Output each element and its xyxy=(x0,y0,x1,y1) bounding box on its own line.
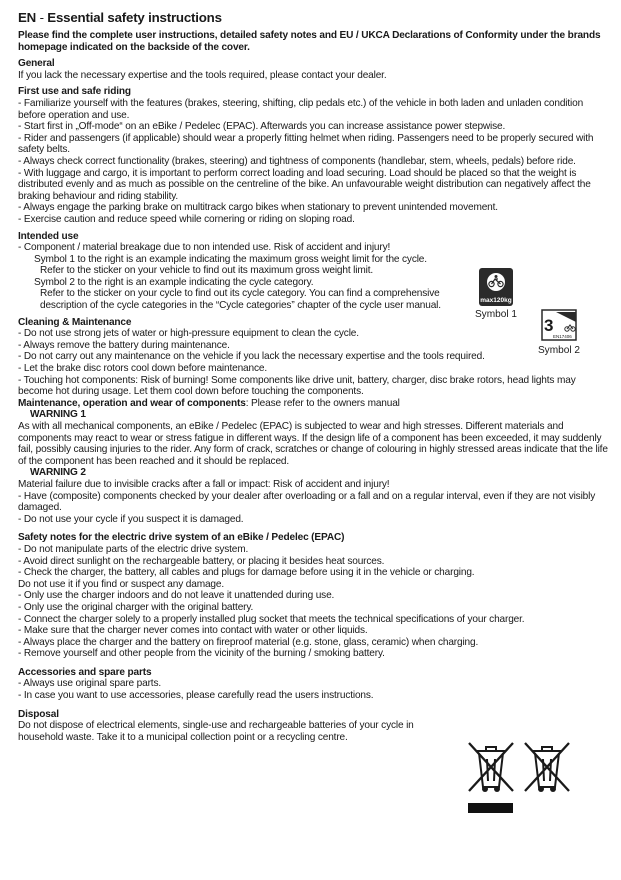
warning2-heading: WARNING 2 xyxy=(30,467,86,479)
weee-bin-icon xyxy=(521,739,573,800)
disposal-heading: Disposal xyxy=(18,708,59,720)
weight-limit-icon xyxy=(479,268,513,306)
list-item: - Do not carry out any maintenance on the vehicle if you lack the necessary expertise and the tools required. xyxy=(18,351,485,363)
list-item: - Only use the charger indoors and do not leave it unattended during use. xyxy=(18,590,335,602)
list-item: - Always place the charger and the battery on fireproof material (e.g. stone, glass, ceramic) when charging. xyxy=(18,636,479,648)
language-code: EN xyxy=(18,10,37,25)
list-item: - Always engage the parking brake on multitrack cargo bikes when stationary to prevent unintended movement. xyxy=(18,202,498,214)
title-separator: - xyxy=(36,10,48,25)
maintenance-line xyxy=(18,398,610,410)
disposal-text: Do not dispose of electrical elements, single-use and rechargeable batteries of your cycle in household waste. Take it to a municipal collection point or a recycling centre. xyxy=(18,720,414,743)
list-item: - Always use original spare parts. xyxy=(18,678,162,690)
list-item: - With luggage and cargo, it is important to perform correct loading and load securing. Load should be placed so that the weight is distributed evenly and as much as possible on the centreline of the bike. An unfavourable weight distribution can negatively affect the braking behaviour and riding stability. xyxy=(18,167,591,202)
list-item: - Make sure that the charger never comes into contact with water or other liquids. xyxy=(18,625,368,637)
list-item: - Rider and passengers (if applicable) should wear a properly fitting helmet when riding. Passengers need to be properly secured with safety belts. xyxy=(18,132,594,156)
warning1-heading: WARNING 1 xyxy=(30,409,86,421)
list-item: - Always check correct functionality (brakes, steering) and tightness of components (handlebar, stem, wheels, pedals) before ride. xyxy=(18,155,576,167)
weee-bar xyxy=(468,803,513,813)
symbol1-badge: max120kg xyxy=(480,297,512,304)
symbol2-number: 3 xyxy=(544,316,554,335)
general-heading: General xyxy=(18,58,55,70)
list-item: - Do not use strong jets of water or high-pressure equipment to clean the cycle. xyxy=(18,328,359,340)
electric-heading: Safety notes for the electric drive system of an eBike / Pedelec (EPAC) xyxy=(18,532,345,544)
accessories-heading: Accessories and spare parts xyxy=(18,666,152,678)
symbol2-label: Symbol 2 xyxy=(537,345,581,356)
list-item: - Remove yourself and other people from the vicinity of the burning / smoking battery. xyxy=(18,648,385,660)
symbol2-badge: EN17406 xyxy=(553,334,572,339)
list-item: - Let the brake disc rotors cool down before maintenance. xyxy=(18,363,267,375)
warning1-text: As with all mechanical components, an eBike / Pedelec (EPAC) is subjected to wear and high stresses. Different materials and components may react to wear or stress fatigue in different ways. If the design life of a component has been exceeded, it may suddenly fail, possibly causing injuries to the rider. Any form of crack, scratches or change of colouring in highly stressed areas indicate that the life of the component has been reached and it should be replaced. xyxy=(18,421,608,467)
symbol1-description: Symbol 1 to the right is an example indicating the maximum gross weight limit for the cycle. xyxy=(34,253,427,265)
symbol1-label: Symbol 1 xyxy=(474,309,518,320)
list-item: - Touching hot components: Risk of burning! Some components like drive unit, battery, charger, disc brake rotors, head lights may become hot during usage. Let them cool down before touching the components. xyxy=(18,374,576,398)
cleaning-heading: Cleaning & Maintenance xyxy=(18,316,132,328)
safety-document xyxy=(18,10,610,743)
list-item: - Have (composite) components checked by your dealer after overloading or a fall and on a regular interval, even if they are not visibly damaged. xyxy=(18,490,596,514)
list-item: - Connect the charger solely to a properly installed plug socket that meets the technical specifications of your charger. xyxy=(18,613,525,625)
first-use-heading: First use and safe riding xyxy=(18,86,131,98)
list-item: - Always remove the battery during maintenance. xyxy=(18,339,230,351)
list-item: - Only use the original charger with the original battery. xyxy=(18,601,254,613)
intended-use-text xyxy=(18,242,458,312)
page-title xyxy=(18,10,610,26)
cycle-category-icon xyxy=(540,308,578,342)
list-item: - Exercise caution and reduce speed while cornering or riding on sloping road. xyxy=(18,213,355,225)
symbol1-reference: Refer to the sticker on your vehicle to find out its maximum gross weight limit. xyxy=(40,265,374,277)
list-item: - Start first in „Off-mode“ on an eBike / Pedelec (EPAC). Afterwards you can increase assistance power stepwise. xyxy=(18,121,506,133)
intended-use-heading: Intended use xyxy=(18,230,79,242)
symbol2-reference: Refer to the sticker on your cycle to find out its cycle category. You can find a comprehensive description of the cycle categories in the “Cycle categories” chapter of the cycle user manual. xyxy=(40,288,441,312)
symbol1 xyxy=(473,268,519,320)
list-item: - Familiarize yourself with the features (brakes, steering, shifting, clip pedals etc.) of the vehicle in both laden and unladen condition before operation and use. xyxy=(18,97,584,121)
list-item: - Check the charger, the battery, all cables and plugs for damage before using it in the vehicle or charging. xyxy=(18,567,475,579)
intro-text: Please find the complete user instructions, detailed safety notes and EU / UKCA Declarations of Conformity under the brands homepage indicated on the backside of the cover. xyxy=(18,30,601,53)
list-item: - Do not use your cycle if you suspect it is damaged. xyxy=(18,513,244,525)
title-text: Essential safety instructions xyxy=(47,10,222,25)
list-item: - In case you want to use accessories, please carefully read the users instructions. xyxy=(18,690,374,702)
weee-bin-icon xyxy=(465,739,517,800)
list-item: Material failure due to invisible cracks after a fall or impact: Risk of accident and injury! xyxy=(18,478,390,490)
general-text: If you lack the necessary expertise and the tools required, please contact your dealer. xyxy=(18,69,387,81)
maintenance-heading: Maintenance, operation and wear of components xyxy=(18,397,246,409)
maintenance-text: : Please refer to the owners manual xyxy=(245,397,400,409)
symbol2 xyxy=(533,308,585,356)
symbol2-description: Symbol 2 to the right is an example indicating the cycle category. xyxy=(34,276,314,288)
list-item: - Component / material breakage due to non intended use. Risk of accident and injury! xyxy=(18,242,391,254)
list-item: - Do not manipulate parts of the electric drive system. xyxy=(18,543,249,555)
list-item: Do not use it if you find or suspect any damage. xyxy=(18,578,225,590)
list-item: - Avoid direct sunlight on the rechargeable battery, or placing it besides heat sources. xyxy=(18,555,385,567)
